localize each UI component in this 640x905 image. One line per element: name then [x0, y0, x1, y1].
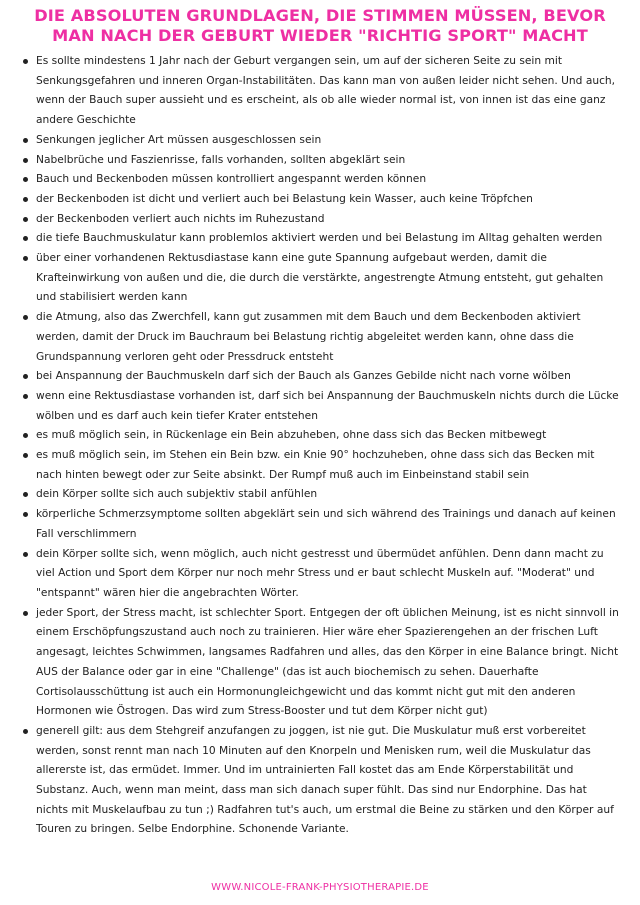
list-item: der Beckenboden verliert auch nichts im Ruhezustand: [22, 209, 622, 229]
list-item: dein Körper sollte sich, wenn möglich, auch nicht gestresst und übermüdet anfühlen. Denn dann macht zu viel Action und Sport dem Körper nur noch mehr Stress und er baut schlecht Muskeln auf. "Moderat" und "entspannt" wären hier die angebrachten Wörter.: [22, 544, 622, 603]
list-item: Senkungen jeglicher Art müssen ausgeschlossen sein: [22, 130, 622, 150]
page-title: DIE ABSOLUTEN GRUNDLAGEN, DIE STIMMEN MÜSSEN, BEVOR MAN NACH DER GEBURT WIEDER "RICHTIG SPORT" MACHT: [34, 6, 606, 45]
list-item: Es sollte mindestens 1 Jahr nach der Geburt vergangen sein, um auf der sicheren Seite zu sein mit Senkungsgefahren und inneren Organ-Instabilitäten. Das kann man von außen leider nicht sehen. Und auch, wenn der Bauch super aussieht und es erscheint, als ob alle wieder normal ist, von innen ist das eine ganz andere Geschichte: [22, 51, 622, 130]
list-item: der Beckenboden ist dicht und verliert auch bei Belastung kein Wasser, auch keine Tröpfchen: [22, 189, 622, 209]
list-item: Bauch und Beckenboden müssen kontrolliert angespannt werden können: [22, 169, 622, 189]
list-item: wenn eine Rektusdiastase vorhanden ist, darf sich bei Anspannung der Bauchmuskeln nichts durch die Lücke wölben und es darf auch kein tiefer Krater entstehen: [22, 386, 622, 425]
website-link[interactable]: WWW.NICOLE-FRANK-PHYSIOTHERAPIE.DE: [211, 882, 429, 893]
list-item: dein Körper sollte sich auch subjektiv stabil anfühlen: [22, 484, 622, 504]
list-item: generell gilt: aus dem Stehgreif anzufangen zu joggen, ist nie gut. Die Muskulatur muß erst vorbereitet werden, sonst rennt man nach 10 Minuten auf den Knorpeln und Menisken rum, weil die Muskulatur das allererste ist, das ermüdet. Immer. Und im untrainierten Fall kostet das am Ende Körperstabilität und Substanz. Auch, wenn man meint, dass man sich danach super fühlt. Das sind nur Endorphine. Das hat nichts mit Muskelaufbau zu tun ;) Radfahren tut's auch, um erstmal die Beine zu stärken und den Körper auf Touren zu bringen. Selbe Endorphine. Schonende Variante.: [22, 721, 622, 839]
list-item: Nabelbrüche und Faszienrisse, falls vorhanden, sollten abgeklärt sein: [22, 150, 622, 170]
list-item: körperliche Schmerzsymptome sollten abgeklärt sein und sich während des Trainings und danach auf keinen Fall verschlimmern: [22, 504, 622, 543]
list-item: es muß möglich sein, im Stehen ein Bein bzw. ein Knie 90° hochzuheben, ohne dass sich das Becken mit nach hinten bewegt oder zur Seite absinkt. Der Rumpf muß auch im Einbeinstand stabil sein: [22, 445, 622, 484]
checklist: [0, 51, 640, 839]
list-item: jeder Sport, der Stress macht, ist schlechter Sport. Entgegen der oft üblichen Meinung, ist es nicht sinnvoll in einem Erschöpfungszustand auch noch zu trainieren. Hier wäre eher Spazierengehen an der frischen Luft angesagt, leichtes Schwimmen, langsames Radfahren und alles, das den Körper in eine Balance bringt. Nicht AUS der Balance oder gar in eine "Challenge" (das ist auch biochemisch zu sehen. Dauerhafte Cortisolausschüttung ist auch ein Hormonungleichgewicht und das kommt nicht gut mit den anderen Hormonen wie Östrogen. Das wird zum Stress-Booster und tut dem Körper nicht gut): [22, 603, 622, 721]
list-item: die Atmung, also das Zwerchfell, kann gut zusammen mit dem Bauch und dem Beckenboden aktiviert werden, damit der Druck im Bauchraum bei Belastung richtig abgeleitet werden kann, ohne dass die Grundspannung verloren geht oder Pressdruck entsteht: [22, 307, 622, 366]
list-item: es muß möglich sein, in Rückenlage ein Bein abzuheben, ohne dass sich das Becken mitbewegt: [22, 425, 622, 445]
list-item: die tiefe Bauchmuskulatur kann problemlos aktiviert werden und bei Belastung im Alltag gehalten werden: [22, 228, 622, 248]
list-item: bei Anspannung der Bauchmuskeln darf sich der Bauch als Ganzes Gebilde nicht nach vorne wölben: [22, 366, 622, 386]
list-item: über einer vorhandenen Rektusdiastase kann eine gute Spannung aufgebaut werden, damit die Krafteinwirkung von außen und die, die durch die verstärkte, angestrengte Atmung entsteht, gut gehalten und stabilisiert werden kann: [22, 248, 622, 307]
